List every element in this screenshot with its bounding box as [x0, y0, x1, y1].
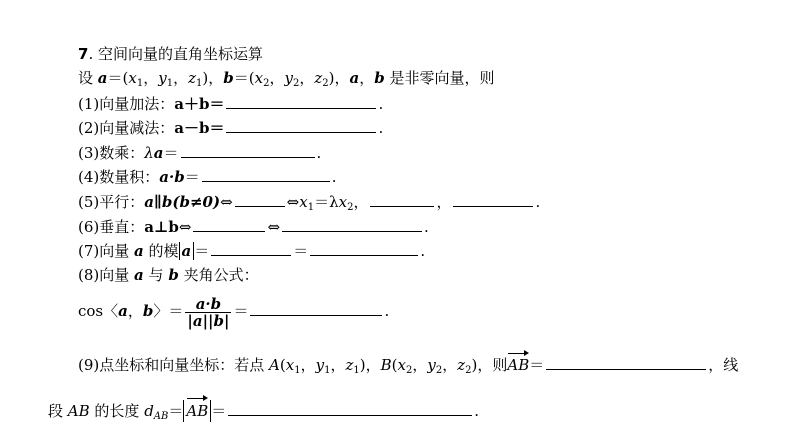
- item-modulus: (7)向量 a 的模 a ＝ ＝ .: [78, 242, 426, 260]
- section-number: 7: [78, 45, 89, 63]
- item-addition: (1)向量加法：a＋b＝ .: [78, 95, 384, 113]
- vector-b: b: [223, 69, 234, 87]
- answer-blank[interactable]: [282, 217, 422, 232]
- answer-blank[interactable]: [235, 192, 285, 207]
- answer-blank[interactable]: [193, 217, 265, 232]
- item-segment-length: 段 AB 的长度 $d_{AB}=$ AB ＝ .: [48, 402, 480, 422]
- answer-blank[interactable]: [310, 241, 418, 256]
- item-parallel: (5)平行：a∥b(b≠0)⇔ $\Leftrightarrow x_1=\lambda x_2$， ， .: [78, 193, 541, 213]
- answer-blank[interactable]: [181, 143, 315, 158]
- answer-blank[interactable]: [370, 192, 434, 207]
- answer-blank[interactable]: [202, 167, 330, 182]
- item-angle: (8)向量 a 与 b 夹角公式：: [78, 266, 259, 284]
- vector-a: a: [97, 69, 108, 87]
- vector-AB: AB: [507, 356, 530, 374]
- answer-blank[interactable]: [250, 301, 382, 316]
- section-sep: .: [88, 45, 94, 63]
- item-subtraction: (2)向量减法：a－b＝ .: [78, 119, 384, 137]
- answer-blank[interactable]: [226, 94, 376, 109]
- answer-blank[interactable]: [226, 118, 376, 133]
- cos-formula: cos〈a，b〉＝ $\frac{a\cdot b}{|a||b|}$ ＝ .: [78, 294, 390, 330]
- section-heading: 空间向量的直角坐标运算: [98, 45, 264, 63]
- item-dot-product: (4)数量积：a·b＝ .: [78, 168, 337, 186]
- item-perpendicular: (6)垂直：a⊥b⇔ ⇔ .: [78, 218, 429, 236]
- intro-line: 设 $a=(x_1$，$y_1$，$z_1$)，$b=(x_2$，$y_2$，$z_2$)，a，b 是非零向量，则: [78, 69, 495, 89]
- answer-blank[interactable]: [211, 241, 291, 256]
- item-point-vector: (9)点坐标和向量坐标：若点 $A(x_1$，$y_1$，$z_1$)，$B(x_2$，$y_2$，$z_2$)，则AB＝ ，线: [78, 356, 739, 376]
- answer-blank[interactable]: [453, 192, 533, 207]
- answer-blank[interactable]: [228, 401, 472, 416]
- cos-fraction: $\frac{a\cdot b}{|a||b|}$: [187, 294, 230, 330]
- item-scalar-mult: (3)数乘：λa＝ .: [78, 144, 322, 162]
- answer-blank[interactable]: [546, 355, 706, 370]
- vector-AB: AB: [186, 402, 209, 420]
- section-title: [78, 44, 263, 64]
